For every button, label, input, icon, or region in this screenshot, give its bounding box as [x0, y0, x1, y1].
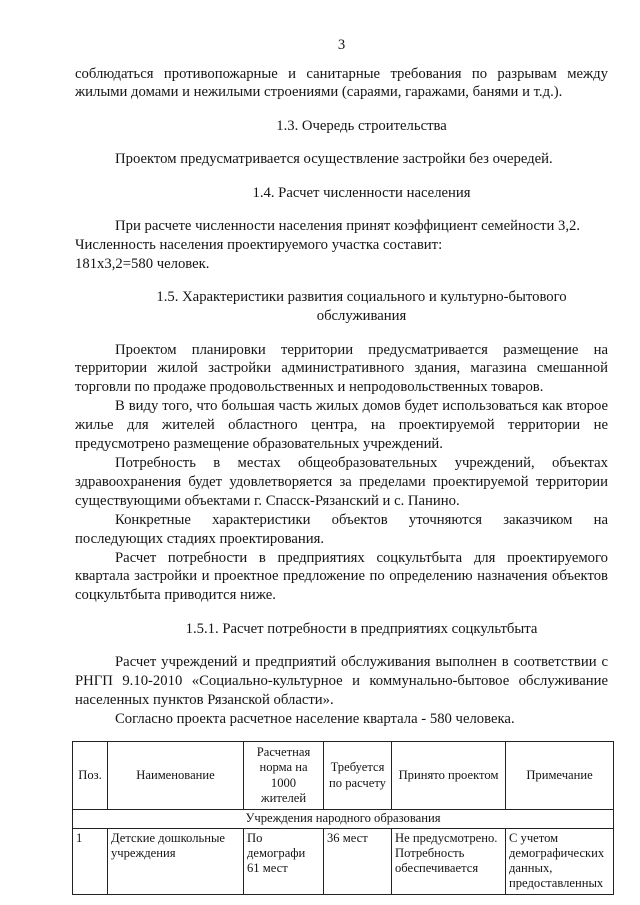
- header-norm: Расчетная норма на 1000 жителей: [244, 742, 324, 810]
- table-header-row: [73, 742, 614, 810]
- body-paragraph: Расчет учреждений и предприятий обслуживания выполнен в соответствии с РНГП 9.10-2010 «Социально-культурное и коммунально-бытовое обслуживание населенных пунктов Рязанской области».: [75, 654, 608, 708]
- body-paragraph: 181х3,2=580 человек.: [75, 255, 210, 272]
- table-cell: Детские дошкольные учреждения: [108, 828, 244, 894]
- content-area: [75, 65, 608, 895]
- body-paragraph: В виду того, что большая часть жилых домов будет использоваться как второе жилье для жителей областного центра, на проектируемой территории не предусмотрено размещение образовательных учреждений.: [75, 398, 608, 453]
- header-position: Поз.: [73, 742, 108, 810]
- body-paragraph: соблюдаться противопожарные и санитарные требования по разрывам между жилыми домами и нежилыми строениями (сараями, гаражами, банями и т.д.).: [75, 65, 608, 101]
- body-paragraph: Проектом планировки территории предусматривается размещение на территории жилой застройки административного здания, магазина смешанной торговли по продаже продовольственных и непродовольственных товаров.: [75, 341, 608, 396]
- header-required: Требуется по расчету: [324, 742, 392, 810]
- table-row: [73, 828, 614, 894]
- body-paragraph: При расчете численности населения принят коэффициент семейности 3,2.: [115, 218, 581, 235]
- table-cell: Не предусмотрено. Потребность обеспечивается: [392, 828, 506, 894]
- section-heading: 1.5. Характеристики развития социального и культурно-бытового обслуживания: [156, 289, 567, 325]
- body-paragraph: Проектом предусматривается осуществление застройки без очередей.: [115, 151, 553, 168]
- section-heading: 1.3. Очередь строительства: [276, 117, 447, 134]
- body-paragraph: Численность населения проектируемого участка составит:: [75, 236, 443, 253]
- header-adopted: Принято проектом: [392, 742, 506, 810]
- header-note: Примечание: [506, 742, 614, 810]
- page-number: 3: [337, 36, 346, 53]
- section-heading: 1.4. Расчет численности населения: [252, 184, 471, 201]
- table-cell: С учетом демографических данных, предоставленных: [506, 828, 614, 894]
- table-cell: 1: [73, 828, 108, 894]
- body-paragraph: Расчет потребности в предприятиях соцкультбыта для проектируемого квартала застройки и проектное предложение по определению назначения объектов соцкультбыта приводится ниже.: [75, 549, 608, 604]
- body-paragraph: Потребность в местах общеобразовательных учреждений, объектах здравоохранения будет удовлетворяется за пределами проектируемой территории существующими объектами г. Спасск-Рязанский и с. Панино.: [75, 455, 608, 509]
- section-heading: 1.5.1. Расчет потребности в предприятиях соцкультбыта: [185, 620, 538, 637]
- table-section-row: [73, 810, 614, 828]
- table-cell: По демографи 61 мест: [244, 828, 324, 894]
- header-name: Наименование: [108, 742, 244, 810]
- services-table: [72, 741, 614, 894]
- text-blocks: [75, 65, 608, 729]
- table-cell: 36 мест: [324, 828, 392, 894]
- table-section-label: Учреждения народного образования: [73, 810, 614, 828]
- body-paragraph: Конкретные характеристики объектов уточняются заказчиком на последующих стадиях проектирования.: [75, 511, 608, 547]
- body-paragraph: Согласно проекта расчетное население квартала - 580 человека.: [115, 710, 515, 727]
